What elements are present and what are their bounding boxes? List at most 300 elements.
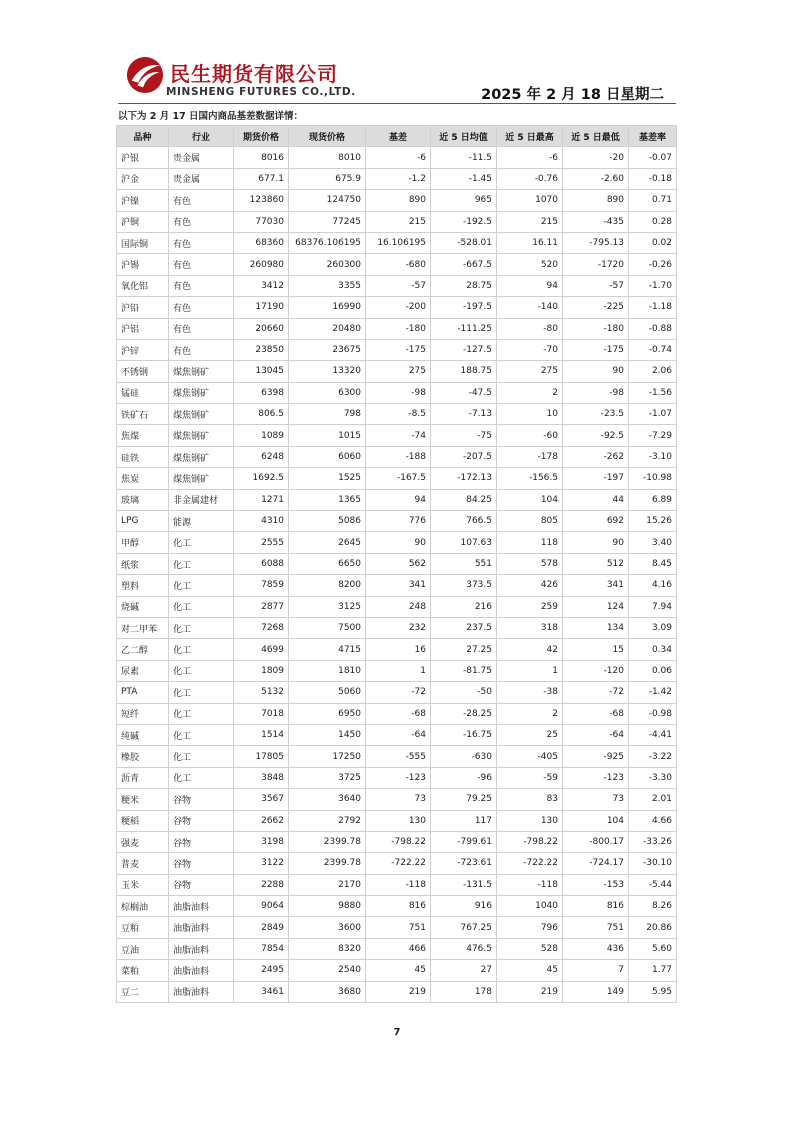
col-spot-price-cell: 4715 xyxy=(289,639,366,660)
col-industry-cell: 谷物 xyxy=(169,831,234,852)
col-basis-header: 基差 xyxy=(366,126,431,147)
header-divider xyxy=(118,103,676,104)
col-basis-rate-cell: 20.86 xyxy=(629,917,677,938)
col-5d-high-cell: 94 xyxy=(497,275,563,296)
col-spot-price-cell: 1525 xyxy=(289,468,366,489)
col-basis-cell: -200 xyxy=(366,297,431,318)
col-industry-cell: 能源 xyxy=(169,511,234,532)
col-spot-price-cell: 9880 xyxy=(289,896,366,917)
col-basis-rate-cell: -0.98 xyxy=(629,703,677,724)
col-5d-low-cell: 692 xyxy=(563,511,629,532)
col-variety-cell: 粳稻 xyxy=(117,810,169,831)
col-basis-rate-cell: 0.02 xyxy=(629,232,677,253)
col-basis-cell: -6 xyxy=(366,147,431,168)
col-5d-avg-cell: 188.75 xyxy=(431,361,497,382)
col-futures-price-cell: 20660 xyxy=(234,318,289,339)
col-basis-cell: -722.22 xyxy=(366,853,431,874)
col-variety-cell: 豆粕 xyxy=(117,917,169,938)
col-variety-cell: 沪金 xyxy=(117,168,169,189)
col-5d-low-cell: -262 xyxy=(563,446,629,467)
table-row xyxy=(117,810,677,831)
col-5d-high-cell: -70 xyxy=(497,339,563,360)
table-row xyxy=(117,211,677,232)
col-5d-high-cell: 1040 xyxy=(497,896,563,917)
table-row xyxy=(117,318,677,339)
col-futures-price-cell: 7854 xyxy=(234,938,289,959)
col-futures-price-cell: 6248 xyxy=(234,446,289,467)
col-5d-low-cell: -98 xyxy=(563,382,629,403)
col-5d-low-cell: 90 xyxy=(563,361,629,382)
col-basis-rate-cell: 8.26 xyxy=(629,896,677,917)
col-spot-price-cell: 20480 xyxy=(289,318,366,339)
table-row xyxy=(117,489,677,510)
col-variety-cell: 硅铁 xyxy=(117,446,169,467)
col-5d-low-cell: -64 xyxy=(563,724,629,745)
table-row xyxy=(117,767,677,788)
col-spot-price-cell: 77245 xyxy=(289,211,366,232)
col-basis-rate-cell: 0.28 xyxy=(629,211,677,232)
col-5d-avg-cell: 28.75 xyxy=(431,275,497,296)
col-5d-low-cell: -2.60 xyxy=(563,168,629,189)
col-spot-price-cell: 6300 xyxy=(289,382,366,403)
col-basis-cell: -175 xyxy=(366,339,431,360)
col-variety-cell: 锰硅 xyxy=(117,382,169,403)
col-variety-cell: 沪铝 xyxy=(117,318,169,339)
col-5d-low-cell: -72 xyxy=(563,682,629,703)
col-5d-low-cell: -225 xyxy=(563,297,629,318)
col-basis-rate-cell: 3.40 xyxy=(629,532,677,553)
company-logo xyxy=(126,56,362,100)
col-variety-cell: 铁矿石 xyxy=(117,404,169,425)
table-row xyxy=(117,532,677,553)
col-futures-price-cell: 677.1 xyxy=(234,168,289,189)
col-5d-avg-cell: 178 xyxy=(431,981,497,1002)
col-industry-cell: 贵金属 xyxy=(169,168,234,189)
table-row xyxy=(117,896,677,917)
page-header xyxy=(118,52,676,104)
col-basis-cell: -72 xyxy=(366,682,431,703)
col-spot-price-cell: 5086 xyxy=(289,511,366,532)
col-industry-cell: 有色 xyxy=(169,297,234,318)
col-basis-rate-header: 基差率 xyxy=(629,126,677,147)
col-5d-avg-cell: -799.61 xyxy=(431,831,497,852)
col-5d-low-cell: 341 xyxy=(563,575,629,596)
table-row xyxy=(117,275,677,296)
col-futures-price-cell: 77030 xyxy=(234,211,289,232)
col-5d-avg-cell: -16.75 xyxy=(431,724,497,745)
table-row xyxy=(117,147,677,168)
col-industry-cell: 谷物 xyxy=(169,874,234,895)
col-variety-cell: 乙二醇 xyxy=(117,639,169,660)
col-industry-cell: 化工 xyxy=(169,617,234,638)
col-variety-cell: 沪银 xyxy=(117,147,169,168)
table-row xyxy=(117,596,677,617)
col-5d-high-cell: 1070 xyxy=(497,190,563,211)
col-5d-high-cell: -80 xyxy=(497,318,563,339)
col-5d-high-cell: 805 xyxy=(497,511,563,532)
col-5d-low-cell: -92.5 xyxy=(563,425,629,446)
col-basis-cell: 466 xyxy=(366,938,431,959)
table-row xyxy=(117,232,677,253)
col-variety-cell: 强麦 xyxy=(117,831,169,852)
col-basis-rate-cell: -3.10 xyxy=(629,446,677,467)
col-basis-cell: 776 xyxy=(366,511,431,532)
col-futures-price-cell: 1271 xyxy=(234,489,289,510)
col-industry-cell: 有色 xyxy=(169,232,234,253)
col-basis-rate-cell: -10.98 xyxy=(629,468,677,489)
col-5d-low-cell: 890 xyxy=(563,190,629,211)
col-5d-avg-cell: 107.63 xyxy=(431,532,497,553)
col-basis-cell: 890 xyxy=(366,190,431,211)
col-basis-rate-cell: -5.44 xyxy=(629,874,677,895)
col-basis-rate-cell: -0.07 xyxy=(629,147,677,168)
col-industry-cell: 有色 xyxy=(169,318,234,339)
table-row xyxy=(117,724,677,745)
col-variety-cell: 沪锌 xyxy=(117,339,169,360)
col-spot-price-cell: 3725 xyxy=(289,767,366,788)
col-5d-avg-cell: -127.5 xyxy=(431,339,497,360)
col-spot-price-cell: 1015 xyxy=(289,425,366,446)
col-futures-price-cell: 3848 xyxy=(234,767,289,788)
col-industry-cell: 煤焦钢矿 xyxy=(169,446,234,467)
col-basis-cell: -188 xyxy=(366,446,431,467)
table-row xyxy=(117,660,677,681)
col-basis-cell: 90 xyxy=(366,532,431,553)
col-spot-price-cell: 7500 xyxy=(289,617,366,638)
col-5d-low-cell: 73 xyxy=(563,789,629,810)
col-futures-price-cell: 3567 xyxy=(234,789,289,810)
col-5d-avg-cell: 767.25 xyxy=(431,917,497,938)
col-spot-price-cell: 3125 xyxy=(289,596,366,617)
col-5d-avg-cell: -75 xyxy=(431,425,497,446)
col-variety-cell: 不锈钢 xyxy=(117,361,169,382)
col-futures-price-cell: 123860 xyxy=(234,190,289,211)
col-spot-price-cell: 2399.78 xyxy=(289,831,366,852)
col-variety-cell: 粳米 xyxy=(117,789,169,810)
col-variety-cell: 氧化铝 xyxy=(117,275,169,296)
col-futures-price-cell: 13045 xyxy=(234,361,289,382)
col-5d-high-cell: -722.22 xyxy=(497,853,563,874)
col-industry-cell: 煤焦钢矿 xyxy=(169,425,234,446)
table-header-row xyxy=(117,126,677,147)
col-basis-rate-cell: 0.34 xyxy=(629,639,677,660)
table-row xyxy=(117,511,677,532)
table-row xyxy=(117,425,677,446)
col-5d-low-header: 近 5 日最低 xyxy=(563,126,629,147)
col-industry-header: 行业 xyxy=(169,126,234,147)
col-industry-cell: 油脂油料 xyxy=(169,981,234,1002)
col-5d-avg-cell: 965 xyxy=(431,190,497,211)
col-variety-cell: LPG xyxy=(117,511,169,532)
col-industry-cell: 化工 xyxy=(169,724,234,745)
col-spot-price-cell: 3680 xyxy=(289,981,366,1002)
col-industry-cell: 煤焦钢矿 xyxy=(169,382,234,403)
col-basis-cell: 751 xyxy=(366,917,431,938)
table-row xyxy=(117,361,677,382)
col-futures-price-cell: 23850 xyxy=(234,339,289,360)
table-row xyxy=(117,682,677,703)
col-industry-cell: 煤焦钢矿 xyxy=(169,361,234,382)
col-5d-low-cell: -435 xyxy=(563,211,629,232)
table-row xyxy=(117,746,677,767)
col-5d-low-cell: 7 xyxy=(563,960,629,981)
col-variety-cell: 沪铅 xyxy=(117,297,169,318)
col-spot-price-cell: 1810 xyxy=(289,660,366,681)
col-basis-rate-cell: -7.29 xyxy=(629,425,677,446)
col-5d-low-cell: -175 xyxy=(563,339,629,360)
col-basis-rate-cell: -1.70 xyxy=(629,275,677,296)
col-basis-rate-cell: 2.06 xyxy=(629,361,677,382)
col-variety-cell: 沥青 xyxy=(117,767,169,788)
col-5d-low-cell: -57 xyxy=(563,275,629,296)
col-spot-price-cell: 23675 xyxy=(289,339,366,360)
col-spot-price-cell: 260300 xyxy=(289,254,366,275)
col-industry-cell: 化工 xyxy=(169,660,234,681)
col-basis-rate-cell: -1.07 xyxy=(629,404,677,425)
col-5d-high-cell: 45 xyxy=(497,960,563,981)
col-spot-price-cell: 3355 xyxy=(289,275,366,296)
col-futures-price-cell: 4699 xyxy=(234,639,289,660)
minsheng-logo-icon xyxy=(126,56,164,94)
col-variety-header: 品种 xyxy=(117,126,169,147)
col-5d-avg-cell: 916 xyxy=(431,896,497,917)
col-basis-rate-cell: 3.09 xyxy=(629,617,677,638)
col-5d-high-cell: -38 xyxy=(497,682,563,703)
col-5d-low-cell: -120 xyxy=(563,660,629,681)
table-body xyxy=(117,147,677,1003)
col-5d-high-cell: -60 xyxy=(497,425,563,446)
col-variety-cell: 橡胶 xyxy=(117,746,169,767)
col-spot-price-cell: 6950 xyxy=(289,703,366,724)
col-5d-high-cell: -178 xyxy=(497,446,563,467)
col-5d-avg-cell: 79.25 xyxy=(431,789,497,810)
table-row xyxy=(117,703,677,724)
col-industry-cell: 化工 xyxy=(169,596,234,617)
col-basis-cell: -180 xyxy=(366,318,431,339)
table-row xyxy=(117,190,677,211)
col-basis-cell: -74 xyxy=(366,425,431,446)
col-industry-cell: 油脂油料 xyxy=(169,896,234,917)
col-5d-high-cell: 2 xyxy=(497,382,563,403)
col-spot-price-cell: 3600 xyxy=(289,917,366,938)
col-basis-cell: 73 xyxy=(366,789,431,810)
table-row xyxy=(117,789,677,810)
col-5d-high-cell: -140 xyxy=(497,297,563,318)
col-5d-high-cell: 215 xyxy=(497,211,563,232)
col-industry-cell: 贵金属 xyxy=(169,147,234,168)
col-basis-cell: -555 xyxy=(366,746,431,767)
col-basis-cell: 232 xyxy=(366,617,431,638)
basis-table xyxy=(116,125,677,1003)
col-5d-high-cell: 25 xyxy=(497,724,563,745)
table-row xyxy=(117,446,677,467)
col-5d-high-cell: 318 xyxy=(497,617,563,638)
col-5d-avg-cell: -207.5 xyxy=(431,446,497,467)
col-basis-cell: -8.5 xyxy=(366,404,431,425)
col-variety-cell: 豆油 xyxy=(117,938,169,959)
col-spot-price-cell: 6650 xyxy=(289,553,366,574)
col-5d-high-cell: -0.76 xyxy=(497,168,563,189)
col-basis-rate-cell: 0.71 xyxy=(629,190,677,211)
col-5d-low-cell: -23.5 xyxy=(563,404,629,425)
col-variety-cell: 尿素 xyxy=(117,660,169,681)
col-variety-cell: 普麦 xyxy=(117,853,169,874)
col-futures-price-cell: 68360 xyxy=(234,232,289,253)
col-industry-cell: 有色 xyxy=(169,339,234,360)
col-futures-price-cell: 7859 xyxy=(234,575,289,596)
table-row xyxy=(117,404,677,425)
col-basis-cell: 16 xyxy=(366,639,431,660)
col-5d-high-cell: 528 xyxy=(497,938,563,959)
col-industry-cell: 非金属建材 xyxy=(169,489,234,510)
col-industry-cell: 化工 xyxy=(169,639,234,660)
col-spot-price-cell: 124750 xyxy=(289,190,366,211)
table-row xyxy=(117,297,677,318)
col-basis-rate-cell: 5.95 xyxy=(629,981,677,1002)
table-row xyxy=(117,938,677,959)
col-5d-avg-cell: -1.45 xyxy=(431,168,497,189)
col-futures-price-cell: 260980 xyxy=(234,254,289,275)
col-5d-low-cell: -153 xyxy=(563,874,629,895)
col-futures-price-cell: 2288 xyxy=(234,874,289,895)
col-spot-price-cell: 13320 xyxy=(289,361,366,382)
col-basis-cell: 248 xyxy=(366,596,431,617)
col-5d-high-cell: 219 xyxy=(497,981,563,1002)
table-row xyxy=(117,917,677,938)
col-futures-price-cell: 2662 xyxy=(234,810,289,831)
col-industry-cell: 化工 xyxy=(169,703,234,724)
col-spot-price-cell: 3640 xyxy=(289,789,366,810)
col-basis-rate-cell: 4.16 xyxy=(629,575,677,596)
col-5d-low-cell: 134 xyxy=(563,617,629,638)
col-5d-low-cell: 124 xyxy=(563,596,629,617)
col-basis-rate-cell: 0.06 xyxy=(629,660,677,681)
col-5d-avg-cell: -28.25 xyxy=(431,703,497,724)
table-row xyxy=(117,575,677,596)
col-basis-cell: 130 xyxy=(366,810,431,831)
col-5d-low-cell: 436 xyxy=(563,938,629,959)
col-industry-cell: 化工 xyxy=(169,553,234,574)
col-5d-avg-cell: 84.25 xyxy=(431,489,497,510)
col-5d-avg-cell: -7.13 xyxy=(431,404,497,425)
col-variety-cell: 豆二 xyxy=(117,981,169,1002)
col-5d-low-cell: 15 xyxy=(563,639,629,660)
col-5d-avg-cell: -192.5 xyxy=(431,211,497,232)
col-basis-rate-cell: 1.77 xyxy=(629,960,677,981)
col-spot-price-cell: 2399.78 xyxy=(289,853,366,874)
col-basis-rate-cell: -3.22 xyxy=(629,746,677,767)
col-5d-high-cell: 104 xyxy=(497,489,563,510)
col-5d-low-cell: 816 xyxy=(563,896,629,917)
col-5d-avg-cell: 27.25 xyxy=(431,639,497,660)
col-5d-high-cell: 2 xyxy=(497,703,563,724)
col-spot-price-cell: 2540 xyxy=(289,960,366,981)
col-spot-price-cell: 16990 xyxy=(289,297,366,318)
col-5d-high-cell: 1 xyxy=(497,660,563,681)
col-5d-low-cell: 751 xyxy=(563,917,629,938)
col-5d-avg-cell: -47.5 xyxy=(431,382,497,403)
col-futures-price-cell: 3198 xyxy=(234,831,289,852)
col-basis-cell: -64 xyxy=(366,724,431,745)
col-variety-cell: 沪锡 xyxy=(117,254,169,275)
col-variety-cell: 棕榈油 xyxy=(117,896,169,917)
col-basis-rate-cell: 15.26 xyxy=(629,511,677,532)
col-variety-cell: 沪镍 xyxy=(117,190,169,211)
col-5d-high-cell: 259 xyxy=(497,596,563,617)
col-basis-rate-cell: -4.41 xyxy=(629,724,677,745)
col-5d-low-cell: 44 xyxy=(563,489,629,510)
table-row xyxy=(117,639,677,660)
col-5d-low-cell: -197 xyxy=(563,468,629,489)
col-basis-cell: 94 xyxy=(366,489,431,510)
company-name-en: MINSHENG FUTURES CO.,LTD. xyxy=(166,86,356,98)
col-5d-avg-cell: -131.5 xyxy=(431,874,497,895)
col-basis-cell: 275 xyxy=(366,361,431,382)
col-5d-high-cell: 118 xyxy=(497,532,563,553)
col-futures-price-cell: 8016 xyxy=(234,147,289,168)
col-5d-avg-header: 近 5 日均值 xyxy=(431,126,497,147)
col-futures-price-cell: 2555 xyxy=(234,532,289,553)
col-basis-rate-cell: 8.45 xyxy=(629,553,677,574)
col-industry-cell: 化工 xyxy=(169,682,234,703)
col-5d-avg-cell: 237.5 xyxy=(431,617,497,638)
col-basis-cell: -680 xyxy=(366,254,431,275)
col-futures-price-cell: 7018 xyxy=(234,703,289,724)
col-spot-price-cell: 2170 xyxy=(289,874,366,895)
col-5d-avg-cell: -172.13 xyxy=(431,468,497,489)
col-futures-price-cell: 1809 xyxy=(234,660,289,681)
col-variety-cell: 沪铜 xyxy=(117,211,169,232)
col-5d-avg-cell: -50 xyxy=(431,682,497,703)
col-variety-cell: 菜粕 xyxy=(117,960,169,981)
col-spot-price-cell: 17250 xyxy=(289,746,366,767)
col-spot-price-cell: 68376.106195 xyxy=(289,232,366,253)
col-basis-cell: -118 xyxy=(366,874,431,895)
col-industry-cell: 谷物 xyxy=(169,789,234,810)
col-5d-low-cell: -20 xyxy=(563,147,629,168)
col-5d-low-cell: 149 xyxy=(563,981,629,1002)
table-row xyxy=(117,553,677,574)
col-5d-avg-cell: -111.25 xyxy=(431,318,497,339)
col-variety-cell: 焦炭 xyxy=(117,468,169,489)
col-futures-price-cell: 3461 xyxy=(234,981,289,1002)
table-row xyxy=(117,874,677,895)
table-row xyxy=(117,168,677,189)
col-futures-price-cell: 806.5 xyxy=(234,404,289,425)
col-5d-avg-cell: -528.01 xyxy=(431,232,497,253)
col-variety-cell: 纸浆 xyxy=(117,553,169,574)
table-intro: 以下为 2 月 17 日国内商品基差数据详情： xyxy=(118,111,304,122)
col-basis-cell: -798.22 xyxy=(366,831,431,852)
col-spot-price-cell: 1450 xyxy=(289,724,366,745)
col-variety-cell: 纯碱 xyxy=(117,724,169,745)
col-futures-price-cell: 2849 xyxy=(234,917,289,938)
col-basis-cell: -57 xyxy=(366,275,431,296)
col-5d-low-cell: -795.13 xyxy=(563,232,629,253)
col-futures-price-cell: 17805 xyxy=(234,746,289,767)
col-basis-rate-cell: 6.89 xyxy=(629,489,677,510)
col-industry-cell: 煤焦钢矿 xyxy=(169,404,234,425)
col-variety-cell: 玻璃 xyxy=(117,489,169,510)
col-basis-cell: -123 xyxy=(366,767,431,788)
col-futures-price-header: 期货价格 xyxy=(234,126,289,147)
col-5d-avg-cell: 766.5 xyxy=(431,511,497,532)
col-5d-high-cell: 426 xyxy=(497,575,563,596)
col-5d-low-cell: -1720 xyxy=(563,254,629,275)
col-5d-high-cell: -405 xyxy=(497,746,563,767)
col-5d-avg-cell: -723.61 xyxy=(431,853,497,874)
col-5d-avg-cell: -667.5 xyxy=(431,254,497,275)
